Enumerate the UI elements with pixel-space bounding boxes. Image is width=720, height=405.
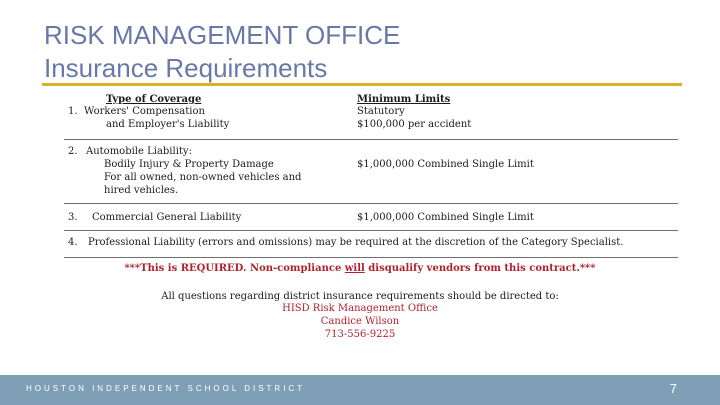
row-2-coverage-line-3: For all owned, non-owned vehicles and [104,172,302,183]
row-1-number: 1. [68,106,78,117]
notice-stars-close: *** [579,263,596,274]
compliance-notice [0,263,720,274]
row-divider [64,257,678,258]
notice-text-b: disqualify vendors from this contract. [364,263,580,274]
contact-person: Candice Wilson [320,316,400,327]
limits-column-header: Minimum Limits [357,94,451,105]
page-number: 7 [669,381,677,396]
row-2-number: 2. [68,146,78,157]
footer-bar [0,375,720,405]
row-3-number: 3. [68,212,78,223]
contact-intro: All questions regarding district insurance requirements should be directed to: [161,291,559,302]
footer-org-name: HOUSTON INDEPENDENT SCHOOL DISTRICT [26,384,306,393]
row-3-coverage: Commercial General Liability [92,212,242,223]
page-subtitle: Insurance Requirements [44,53,328,83]
row-1-coverage-line-2: and Employer's Liability [106,119,230,130]
contact-phone: 713-556-9225 [324,329,396,340]
row-1-limit-line-2: $100,000 per accident [357,119,472,130]
row-divider [64,230,678,231]
row-4-coverage: Professional Liability (errors and omissions) may be required at the discretion of the Category Specialist. [88,237,624,248]
notice-text-a: This is REQUIRED. Non-compliance [140,263,345,274]
title-divider [42,83,682,86]
row-1-coverage-line-1: Workers' Compensation [84,106,205,117]
row-2-limit: $1,000,000 Combined Single Limit [357,159,534,170]
row-divider [64,139,678,140]
row-divider [64,203,678,204]
notice-stars-open: *** [124,263,141,274]
row-2-coverage-line-1: Automobile Liability: [86,146,192,157]
row-2-coverage-line-2: Bodily Injury & Property Damage [104,159,274,170]
contact-office: HISD Risk Management Office [282,303,438,314]
page-title: RISK MANAGEMENT OFFICE [44,20,401,50]
row-3-limit: $1,000,000 Combined Single Limit [357,212,534,223]
notice-emphasis: will [344,263,365,274]
coverage-column-header: Type of Coverage [106,94,202,105]
row-4-number: 4. [68,237,78,248]
row-2-coverage-line-4: hired vehicles. [104,185,179,196]
row-1-limit-line-1: Statutory [357,106,405,117]
